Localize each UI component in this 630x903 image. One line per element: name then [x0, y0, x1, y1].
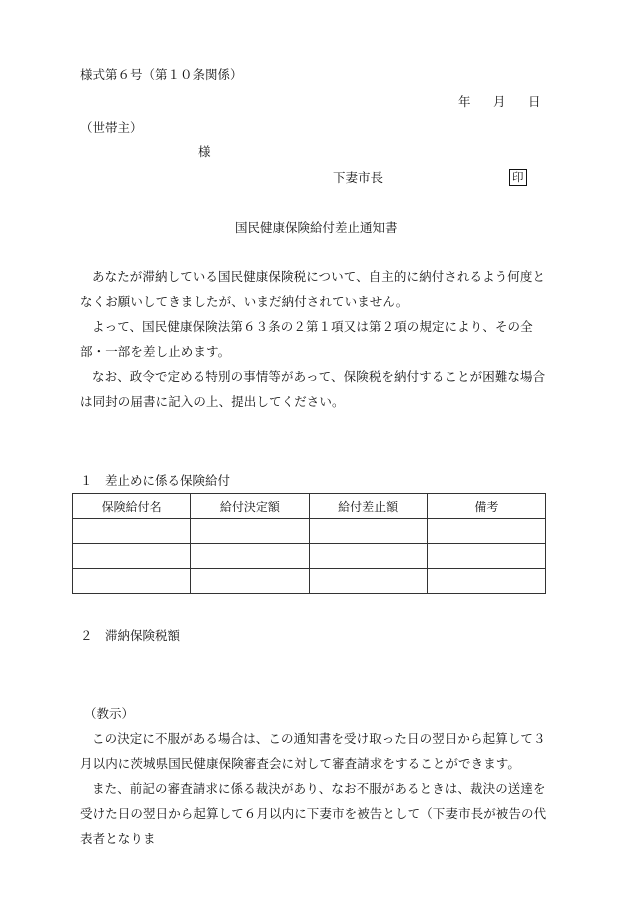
seal-text: 印	[509, 169, 527, 186]
column-header: 備考	[427, 494, 545, 519]
column-header: 給付差止額	[309, 494, 427, 519]
table-row	[73, 544, 546, 569]
recipient-honorific: 様	[198, 144, 211, 159]
table-cell	[309, 544, 427, 569]
notice-heading: （教示）	[84, 706, 135, 721]
date-year-label: 年	[458, 94, 471, 109]
table-cell	[427, 519, 545, 544]
body-paragraph: なお、政令で定める特別の事情等があって、保険税を納付することが困難な場合は同封の届書に記入の上、提出してください。	[80, 369, 546, 409]
notice-paragraph: また、前記の審査請求に係る裁決があり、なお不服があるときは、裁決の送達を受けた日の翌日から起算して６月以内に下妻市を被告として（下妻市長が被告の代表者となりま	[80, 781, 547, 846]
table-cell	[191, 569, 309, 594]
table-row	[73, 519, 546, 544]
table-cell	[427, 569, 545, 594]
column-header: 給付決定額	[191, 494, 309, 519]
table-cell	[427, 544, 545, 569]
column-header: 保険給付名	[73, 494, 191, 519]
table-cell	[73, 544, 191, 569]
table-header-row	[73, 494, 546, 519]
body-text	[80, 264, 550, 414]
seal-mark	[509, 169, 527, 186]
table-cell	[191, 519, 309, 544]
issuer-title: 下妻市長	[333, 170, 384, 185]
form-number: 様式第６号（第１０条関係）	[80, 67, 243, 82]
table-cell	[309, 519, 427, 544]
recipient-role: （世帯主）	[80, 120, 143, 135]
table-row	[73, 569, 546, 594]
table-cell	[73, 519, 191, 544]
section2-heading: ２ 滞納保険税額	[80, 628, 181, 643]
section1-heading: １ 差止めに係る保険給付	[80, 473, 231, 488]
table-cell	[73, 569, 191, 594]
table-cell	[191, 544, 309, 569]
notice-paragraph: この決定に不服がある場合は、この通知書を受け取った日の翌日から起算して３月以内に茨城県国民健康保険審査会に対して審査請求をすることができます。	[80, 731, 546, 771]
table-cell	[309, 569, 427, 594]
benefits-table	[72, 493, 546, 594]
document-title: 国民健康保険給付差止通知書	[235, 220, 398, 235]
body-paragraph: よって、国民健康保険法第６３条の２第１項又は第２項の規定により、その全部・一部を差し止めます。	[80, 319, 533, 359]
date-month-label: 月	[493, 94, 506, 109]
notice-text	[80, 726, 550, 851]
body-paragraph: あなたが滞納している国民健康保険税について、自主的に納付されるよう何度となくお願いしてきましたが、いまだ納付されていません。	[80, 269, 546, 309]
date-day-label: 日	[528, 94, 541, 109]
